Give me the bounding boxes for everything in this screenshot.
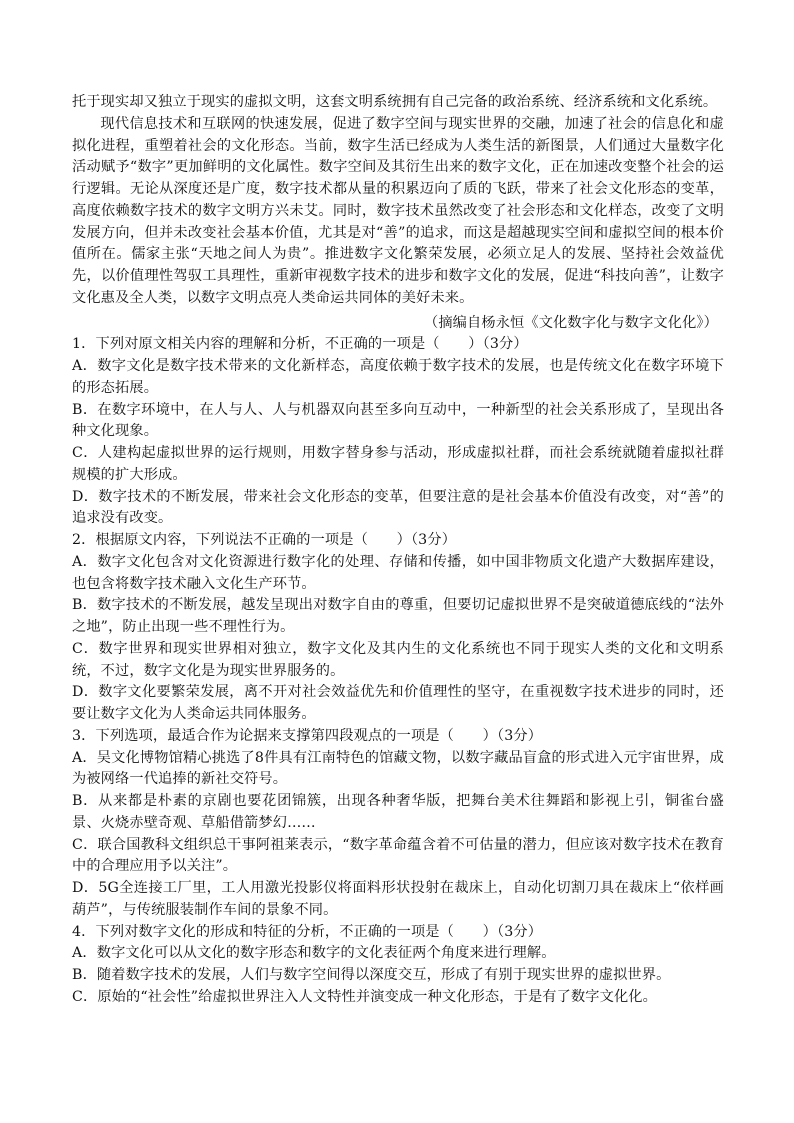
question-option: B．在数字环境中，在人与人、人与机器双向甚至多向互动中，一种新型的社会关系形成了，呈现出各种文化现象。 <box>72 401 724 440</box>
article-paragraph-continued: 托于现实却又独立于现实的虚拟文明，这套文明系统拥有自己完备的政治系统、经济系统和文化系统。 <box>72 94 718 110</box>
question-stem: 3．下列选项，最适合作为论据来支撑第四段观点的一项是（ ）（3分） <box>72 727 543 744</box>
question-option: A．数字文化可以从文化的数字形态和数字的文化表征两个角度来进行理解。 <box>72 945 556 962</box>
question-option: C．数字世界和现实世界相对独立，数字文化及其内生的文化系统也不同于现实人类的文化和文明系统，不过，数字文化是为现实世界服务的。 <box>72 640 724 679</box>
question-option: B．随着数字技术的发展，人们与数字空间得以深度交互，形成了有别于现实世界的虚拟世界。 <box>72 967 671 983</box>
question-1 <box>72 334 724 530</box>
article-source: （摘编自杨永恒《文化数字化与数字文化化》） <box>424 314 718 331</box>
question-2 <box>72 530 724 726</box>
question-option: C．联合国教科文组织总干事阿祖莱表示，“数字革命蕴含着不可估量的潜力，但应该对数字技术在教育中的合理应用予以关注”。 <box>72 836 724 875</box>
question-option: B．从来都是朴素的京剧也要花团锦簇，出现各种奢华版，把舞台美术往舞蹈和影视上引，铜雀台盛景、火烧赤壁奇观、草船借箭梦幻…… <box>72 793 724 831</box>
question-option: C．原始的“社会性”给虚拟世界注入人文特性并演变成一种文化形态，于是有了数字文化化。 <box>72 988 657 1005</box>
question-option: A．吴文化博物馆精心挑选了8件具有江南特色的馆藏文物，以数字藏品盲盒的形式进入元宇宙世界，成为被网络一代追捧的新社交符号。 <box>72 749 724 788</box>
question-option: D．5G全连接工厂里，工人用激光投影仪将面料形状投射在裁床上，自动化切割刀具在裁床上“依样画葫芦”，与传统服装制作车间的景象不同。 <box>72 880 724 918</box>
question-stem: 2．根据原文内容，下列说法不正确的一项是（ ）（3分） <box>72 532 457 548</box>
article-paragraph-4: 现代信息技术和互联网的快速发展，促进了数字空间与现实世界的交融，加速了社会的信息化和虚拟化进程，重塑着社会的文化形态。当前，数字生活已经成为人类生活的新图景，人们通过大量数字化活动赋予“数字”更加鲜明的文化属性。数字空间及其衍生出来的数字文化，正在加速改变整个社会的运行逻辑。无论从深度还是广度，数字技术都从量的积累迈向了质的飞跃，带来了社会文化形态的变革，高度依赖数字技术的数字文明方兴未艾。同时，数字技术虽然改变了社会形态和文化样态，改变了文明发展方向，但并未改变社会基本价值，尤其是对“善”的追求，而这是超越现实空间和虚拟空间的根本价值所在。儒家主张“天地之间人为贵”。推进数字文化繁荣发展，必须立足人的发展、坚持社会效益优先，以价值理性驾驭工具理性，重新审视数字技术的进步和数字文化的发展，促进“科技向善”，让数字文化惠及全人类，以数字文明点亮人类命运共同体的美好未来。 <box>72 115 724 306</box>
question-stem: 4．下列对数字文化的形成和特征的分析，不正确的一项是（ ）（3分） <box>72 923 543 940</box>
document-page <box>72 92 724 1009</box>
question-option: C．人建构起虚拟世界的运行规则，用数字替身参与活动，形成虚拟社群，而社会系统就随着虚拟社群规模的扩大形成。 <box>72 445 724 483</box>
question-4 <box>72 922 724 1009</box>
question-option: D．数字文化要繁荣发展，离不开对社会效益优先和价值理性的坚守，在重视数字技术进步的同时，还要让数字文化为人类命运共同体服务。 <box>72 684 724 722</box>
question-3 <box>72 726 724 922</box>
question-option: A．数字文化是数字技术带来的文化新样态，高度依赖于数字技术的发展，也是传统文化在数字环境下的形态拓展。 <box>72 358 724 396</box>
question-option: A．数字文化包含对文化资源进行数字化的处理、存储和传播，如中国非物质文化遗产大数据库建设，也包含将数字技术融入文化生产环节。 <box>72 553 724 592</box>
question-option: D．数字技术的不断发展，带来社会文化形态的变革，但要注意的是社会基本价值没有改变，对“善”的追求没有改变。 <box>72 488 724 527</box>
question-stem: 1．下列对原文相关内容的理解和分析，不正确的一项是（ ）（3分） <box>72 336 528 353</box>
question-option: B．数字技术的不断发展，越发呈现出对数字自由的尊重，但要切记虚拟世界不是突破道德底线的“法外之地”，防止出现一些不理性行为。 <box>72 597 724 635</box>
